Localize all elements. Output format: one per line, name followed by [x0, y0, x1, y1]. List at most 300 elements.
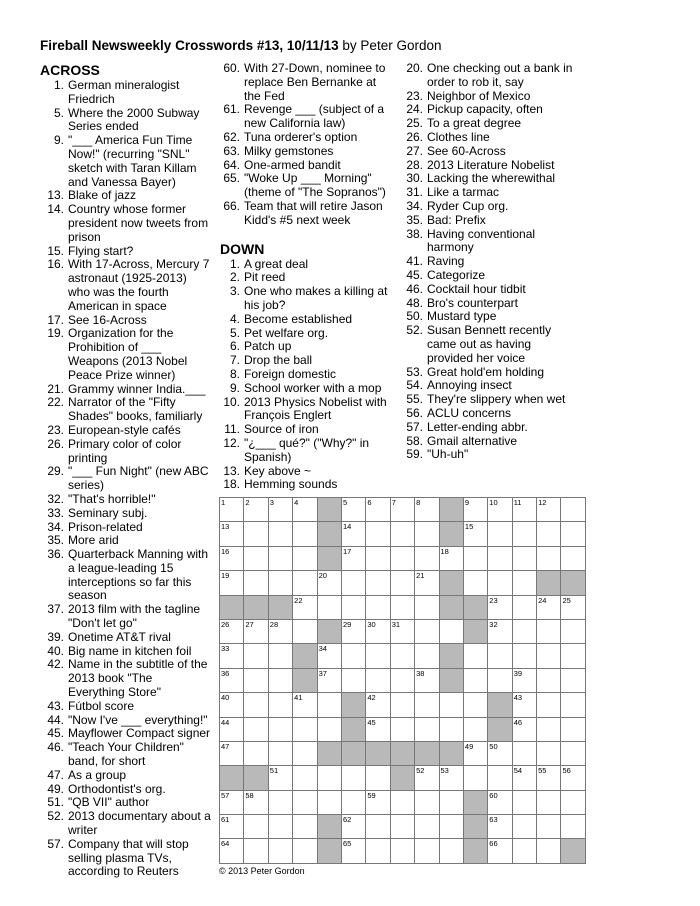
grid-cell[interactable] [293, 742, 317, 766]
grid-cell[interactable] [269, 693, 293, 717]
grid-cell[interactable] [488, 547, 512, 571]
grid-cell[interactable] [269, 571, 293, 595]
grid-cell[interactable] [488, 839, 512, 863]
clue-number: 43. [47, 698, 64, 713]
grid-cell[interactable] [391, 718, 415, 742]
grid-cell[interactable] [342, 620, 366, 644]
grid-cell[interactable] [488, 815, 512, 839]
grid-cell[interactable] [513, 718, 537, 742]
grid-cell[interactable] [220, 718, 244, 742]
grid-cell[interactable] [318, 693, 342, 717]
grid-cell[interactable] [342, 522, 366, 546]
grid-cell[interactable] [269, 498, 293, 522]
grid-cell[interactable] [244, 791, 268, 815]
clue-item [40, 810, 212, 838]
grid-block [342, 693, 366, 717]
clue-number: 27. [406, 143, 423, 158]
grid-block [220, 596, 244, 620]
clue-item [40, 424, 212, 438]
clue-number: 32. [47, 491, 64, 506]
cell-number: 64 [221, 839, 230, 849]
grid-cell[interactable] [415, 498, 439, 522]
grid-cell[interactable] [366, 571, 390, 595]
grid-block [293, 669, 317, 693]
grid-cell[interactable] [342, 571, 366, 595]
grid-cell[interactable] [391, 547, 415, 571]
grid-cell[interactable] [318, 791, 342, 815]
grid-cell[interactable] [440, 839, 464, 863]
grid-cell[interactable] [415, 596, 439, 620]
clue-item [402, 324, 578, 365]
clue-number: 28. [406, 157, 423, 172]
grid-cell[interactable] [440, 547, 464, 571]
clue-number: 17. [47, 312, 64, 327]
clue-item [220, 382, 392, 396]
grid-cell[interactable] [220, 839, 244, 863]
grid-cell[interactable] [415, 571, 439, 595]
grid-cell[interactable] [415, 791, 439, 815]
clue-number: 29. [47, 464, 64, 479]
cell-number: 23 [489, 595, 498, 605]
cell-number: 3 [269, 498, 274, 507]
clue-number: 59. [406, 447, 423, 462]
cell-number: 31 [391, 619, 401, 629]
clue-text: Hemming sounds [244, 477, 338, 492]
grid-cell[interactable] [342, 547, 366, 571]
grid-cell[interactable] [342, 644, 366, 668]
cell-number: 38 [416, 668, 425, 678]
grid-cell[interactable] [488, 620, 512, 644]
clue-item [40, 465, 212, 493]
grid-cell[interactable] [513, 669, 537, 693]
cell-number: 22 [294, 595, 303, 605]
grid-block [318, 815, 342, 839]
grid-cell[interactable] [513, 498, 537, 522]
grid-cell[interactable] [415, 644, 439, 668]
grid-cell[interactable] [269, 839, 293, 863]
grid-cell[interactable] [561, 620, 585, 644]
grid-cell[interactable] [513, 596, 537, 620]
grid-block [561, 839, 585, 863]
clue-text: Clothes line [427, 129, 490, 144]
clue-number: 38. [406, 226, 423, 241]
grid-cell[interactable] [513, 815, 537, 839]
clue-text: "Now I've ___ everything!" [68, 712, 208, 727]
grid-cell[interactable] [220, 791, 244, 815]
grid-cell[interactable] [269, 766, 293, 790]
grid-cell[interactable] [537, 498, 561, 522]
clue-text: Narrator of the "Fifty Shades" books, familiarly [68, 395, 203, 424]
grid-cell[interactable] [561, 742, 585, 766]
grid-cell[interactable] [366, 498, 390, 522]
clue-text: Milky gemstones [244, 143, 334, 158]
grid-cell[interactable] [464, 644, 488, 668]
grid-cell[interactable] [561, 498, 585, 522]
clue-number: 52. [47, 809, 64, 824]
clue-item [40, 658, 212, 699]
clue-item [220, 340, 392, 354]
grid-cell[interactable] [220, 644, 244, 668]
cell-number: 57 [221, 790, 230, 800]
clue-item [402, 103, 578, 117]
clue-text: Onetime AT&T rival [68, 629, 171, 644]
grid-cell[interactable] [391, 620, 415, 644]
grid-cell[interactable] [366, 644, 390, 668]
grid-cell[interactable] [391, 571, 415, 595]
cell-number: 26 [221, 619, 230, 629]
grid-cell[interactable] [220, 693, 244, 717]
grid-cell[interactable] [415, 718, 439, 742]
clue-text: European-style cafés [68, 422, 181, 437]
grid-cell[interactable] [415, 693, 439, 717]
grid-cell[interactable] [561, 791, 585, 815]
grid-cell[interactable] [464, 571, 488, 595]
clue-item [220, 271, 392, 285]
grid-cell[interactable] [293, 839, 317, 863]
clue-text: Patch up [244, 339, 292, 354]
grid-cell[interactable] [342, 669, 366, 693]
grid-cell[interactable] [244, 571, 268, 595]
grid-cell[interactable] [318, 669, 342, 693]
grid-cell[interactable] [488, 571, 512, 595]
cell-number: 1 [221, 498, 226, 507]
grid-cell[interactable] [293, 718, 317, 742]
grid-cell[interactable] [293, 596, 317, 620]
clue-text: They're slippery when wet [427, 392, 566, 407]
clue-number: 54. [406, 378, 423, 393]
grid-block [318, 547, 342, 571]
clue-column-3 [402, 62, 578, 462]
cell-number: 65 [342, 839, 352, 849]
grid-cell[interactable] [391, 815, 415, 839]
clue-number: 22. [47, 395, 64, 410]
grid-cell[interactable] [513, 791, 537, 815]
clue-text: Pickup capacity, often [427, 102, 543, 117]
grid-cell[interactable] [464, 742, 488, 766]
grid-cell[interactable] [244, 669, 268, 693]
grid-cell[interactable] [513, 839, 537, 863]
grid-cell[interactable] [318, 596, 342, 620]
grid-cell[interactable] [366, 522, 390, 546]
grid-cell[interactable] [342, 839, 366, 863]
grid-cell[interactable] [269, 669, 293, 693]
clue-text: Tuna orderer's option [244, 129, 358, 144]
grid-cell[interactable] [244, 693, 268, 717]
grid-cell[interactable] [561, 669, 585, 693]
grid-cell[interactable] [220, 571, 244, 595]
grid-cell[interactable] [513, 571, 537, 595]
grid-cell[interactable] [488, 766, 512, 790]
grid-cell[interactable] [269, 547, 293, 571]
grid-cell[interactable] [244, 815, 268, 839]
clue-number: 42. [47, 657, 64, 672]
grid-cell[interactable] [537, 522, 561, 546]
grid-cell[interactable] [269, 742, 293, 766]
grid-cell[interactable] [537, 669, 561, 693]
grid-cell[interactable] [488, 791, 512, 815]
clue-item [220, 437, 392, 465]
grid-cell[interactable] [293, 815, 317, 839]
grid-cell[interactable] [244, 644, 268, 668]
clue-item [402, 172, 578, 186]
cell-number: 58 [245, 790, 254, 800]
grid-cell[interactable] [342, 498, 366, 522]
grid-cell[interactable] [513, 620, 537, 644]
grid-cell[interactable] [561, 766, 585, 790]
clue-text: 2013 Literature Nobelist [427, 157, 555, 172]
grid-cell[interactable] [244, 547, 268, 571]
cell-number: 45 [367, 717, 376, 727]
clue-text: "Uh-uh" [427, 447, 469, 462]
clue-text: "¿___ qué?" ("Why?" in Spanish) [244, 435, 370, 464]
grid-cell[interactable] [440, 791, 464, 815]
grid-cell[interactable] [440, 620, 464, 644]
grid-cell[interactable] [366, 791, 390, 815]
clue-item [40, 796, 212, 810]
grid-cell[interactable] [513, 766, 537, 790]
grid-cell[interactable] [391, 839, 415, 863]
grid-cell[interactable] [269, 815, 293, 839]
clue-item [402, 379, 578, 393]
grid-cell[interactable] [561, 522, 585, 546]
clue-text: A great deal [244, 256, 309, 271]
grid-cell[interactable] [537, 766, 561, 790]
grid-cell[interactable] [488, 522, 512, 546]
clue-item [402, 407, 578, 421]
grid-cell[interactable] [488, 669, 512, 693]
grid-cell[interactable] [561, 547, 585, 571]
grid-cell[interactable] [415, 766, 439, 790]
grid-cell[interactable] [561, 693, 585, 717]
cell-number: 24 [538, 595, 547, 605]
grid-cell[interactable] [366, 669, 390, 693]
clue-number: 16. [47, 257, 64, 272]
cell-number: 17 [342, 546, 352, 556]
grid-cell[interactable] [391, 498, 415, 522]
clue-text: Annoying insect [427, 378, 512, 393]
grid-cell[interactable] [244, 498, 268, 522]
grid-cell[interactable] [537, 742, 561, 766]
grid-cell[interactable] [488, 596, 512, 620]
grid-block [220, 766, 244, 790]
clue-number: 23. [47, 422, 64, 437]
grid-block [269, 596, 293, 620]
grid-cell[interactable] [269, 644, 293, 668]
cell-number: 44 [221, 717, 230, 727]
grid-cell[interactable] [293, 620, 317, 644]
grid-cell[interactable] [269, 791, 293, 815]
cell-number: 42 [367, 693, 376, 703]
clue-item [40, 534, 212, 548]
clue-text: See 60-Across [427, 143, 506, 158]
clue-number: 13. [47, 188, 64, 203]
grid-cell[interactable] [513, 644, 537, 668]
grid-cell[interactable] [342, 815, 366, 839]
grid-cell[interactable] [537, 791, 561, 815]
clue-text: 2013 film with the tagline "Don't let go" [68, 602, 201, 631]
grid-cell[interactable] [537, 596, 561, 620]
cell-number: 43 [513, 693, 523, 703]
grid-cell[interactable] [513, 693, 537, 717]
grid-cell[interactable] [293, 498, 317, 522]
grid-cell[interactable] [513, 522, 537, 546]
grid-cell[interactable] [244, 522, 268, 546]
grid-cell[interactable] [415, 522, 439, 546]
grid-cell[interactable] [220, 620, 244, 644]
grid-cell[interactable] [366, 766, 390, 790]
cell-number: 41 [294, 693, 303, 703]
grid-block [440, 742, 464, 766]
clue-text: One who makes a killing at his job? [244, 284, 388, 312]
clue-number: 35. [47, 533, 64, 548]
across-clue-list [40, 79, 212, 879]
grid-cell[interactable] [464, 498, 488, 522]
grid-cell[interactable] [269, 620, 293, 644]
grid-cell[interactable] [391, 522, 415, 546]
grid-cell[interactable] [293, 766, 317, 790]
grid-cell[interactable] [488, 742, 512, 766]
clue-number: 34. [406, 198, 423, 213]
grid-cell[interactable] [220, 669, 244, 693]
grid-cell[interactable] [561, 644, 585, 668]
grid-cell[interactable] [366, 718, 390, 742]
grid-cell[interactable] [391, 693, 415, 717]
grid-cell[interactable] [464, 522, 488, 546]
grid-cell[interactable] [220, 742, 244, 766]
title-main: Fireball Newsweekly Crosswords #13, 10/11/13 [40, 38, 339, 53]
grid-cell[interactable] [366, 839, 390, 863]
grid-cell[interactable] [464, 718, 488, 742]
grid-cell[interactable] [293, 791, 317, 815]
clue-item [402, 159, 578, 173]
grid-cell[interactable] [366, 815, 390, 839]
clue-item [402, 269, 578, 283]
clue-item [402, 62, 578, 90]
clue-item [402, 366, 578, 380]
clue-item [40, 438, 212, 466]
grid-cell[interactable] [342, 596, 366, 620]
grid-cell[interactable] [415, 669, 439, 693]
grid-cell[interactable] [537, 815, 561, 839]
grid-cell[interactable] [366, 547, 390, 571]
clue-item [402, 131, 578, 145]
grid-cell[interactable] [220, 815, 244, 839]
grid-cell[interactable] [342, 791, 366, 815]
grid-cell[interactable] [220, 498, 244, 522]
cell-number: 30 [367, 619, 376, 629]
grid-cell[interactable] [391, 669, 415, 693]
grid-cell[interactable] [391, 791, 415, 815]
clue-text: "QB VII" author [68, 795, 150, 810]
grid-cell[interactable] [415, 547, 439, 571]
clue-item [40, 507, 212, 521]
clue-text: Categorize [427, 267, 486, 282]
grid-cell[interactable] [244, 839, 268, 863]
grid-cell[interactable] [561, 815, 585, 839]
grid-cell[interactable] [464, 547, 488, 571]
clue-number: 34. [47, 519, 64, 534]
clue-text: Gmail alternative [427, 433, 518, 448]
grid-cell[interactable] [440, 693, 464, 717]
grid-cell[interactable] [293, 547, 317, 571]
clue-number: 11. [224, 422, 240, 437]
clue-item [402, 200, 578, 214]
grid-cell[interactable] [366, 693, 390, 717]
grid-cell[interactable] [464, 766, 488, 790]
grid-cell[interactable] [440, 766, 464, 790]
grid-cell[interactable] [415, 620, 439, 644]
clue-text: School worker with a mop [244, 380, 382, 395]
grid-block [537, 571, 561, 595]
cell-number: 55 [538, 766, 547, 776]
grid-cell[interactable] [464, 669, 488, 693]
grid-cell[interactable] [391, 596, 415, 620]
grid-cell[interactable] [342, 766, 366, 790]
grid-cell[interactable] [318, 644, 342, 668]
grid-cell[interactable] [220, 522, 244, 546]
grid-cell[interactable] [366, 596, 390, 620]
clue-item [220, 200, 392, 228]
grid-cell[interactable] [537, 839, 561, 863]
grid-cell[interactable] [318, 766, 342, 790]
grid-cell[interactable] [293, 693, 317, 717]
grid-cell[interactable] [488, 498, 512, 522]
grid-cell[interactable] [293, 571, 317, 595]
clue-number: 30. [406, 171, 423, 186]
grid-cell[interactable] [537, 693, 561, 717]
grid-cell[interactable] [415, 839, 439, 863]
clue-number: 3. [229, 284, 240, 299]
grid-cell[interactable] [220, 547, 244, 571]
clue-text: Fútbol score [68, 698, 135, 713]
clue-number: 14. [47, 202, 64, 217]
clue-text: Grammy winner India.___ [68, 381, 206, 396]
grid-cell[interactable] [269, 718, 293, 742]
clue-number: 48. [406, 295, 423, 310]
grid-cell[interactable] [440, 718, 464, 742]
grid-cell[interactable] [561, 718, 585, 742]
grid-cell[interactable] [488, 644, 512, 668]
clue-text: Foreign domestic [244, 366, 337, 381]
grid-cell[interactable] [464, 693, 488, 717]
grid-cell[interactable] [513, 742, 537, 766]
grid-cell[interactable] [440, 815, 464, 839]
cell-number: 33 [221, 644, 230, 654]
grid-cell[interactable] [391, 644, 415, 668]
grid-cell[interactable] [415, 815, 439, 839]
grid-cell[interactable] [513, 547, 537, 571]
grid-cell[interactable] [244, 718, 268, 742]
grid-cell[interactable] [537, 620, 561, 644]
clue-item [40, 493, 212, 507]
grid-cell[interactable] [244, 742, 268, 766]
grid-cell[interactable] [269, 522, 293, 546]
clue-number: 66. [223, 198, 240, 213]
grid-cell[interactable] [537, 718, 561, 742]
grid-cell[interactable] [318, 718, 342, 742]
grid-cell[interactable] [244, 620, 268, 644]
grid-cell[interactable] [318, 571, 342, 595]
grid-cell[interactable] [537, 644, 561, 668]
grid-cell[interactable] [537, 547, 561, 571]
grid-cell[interactable] [561, 596, 585, 620]
clue-number: 20. [406, 61, 423, 75]
grid-cell[interactable] [293, 522, 317, 546]
grid-cell[interactable] [366, 620, 390, 644]
cell-number: 63 [489, 815, 498, 825]
clue-number: 46. [47, 740, 64, 755]
clue-number: 45. [406, 267, 423, 282]
